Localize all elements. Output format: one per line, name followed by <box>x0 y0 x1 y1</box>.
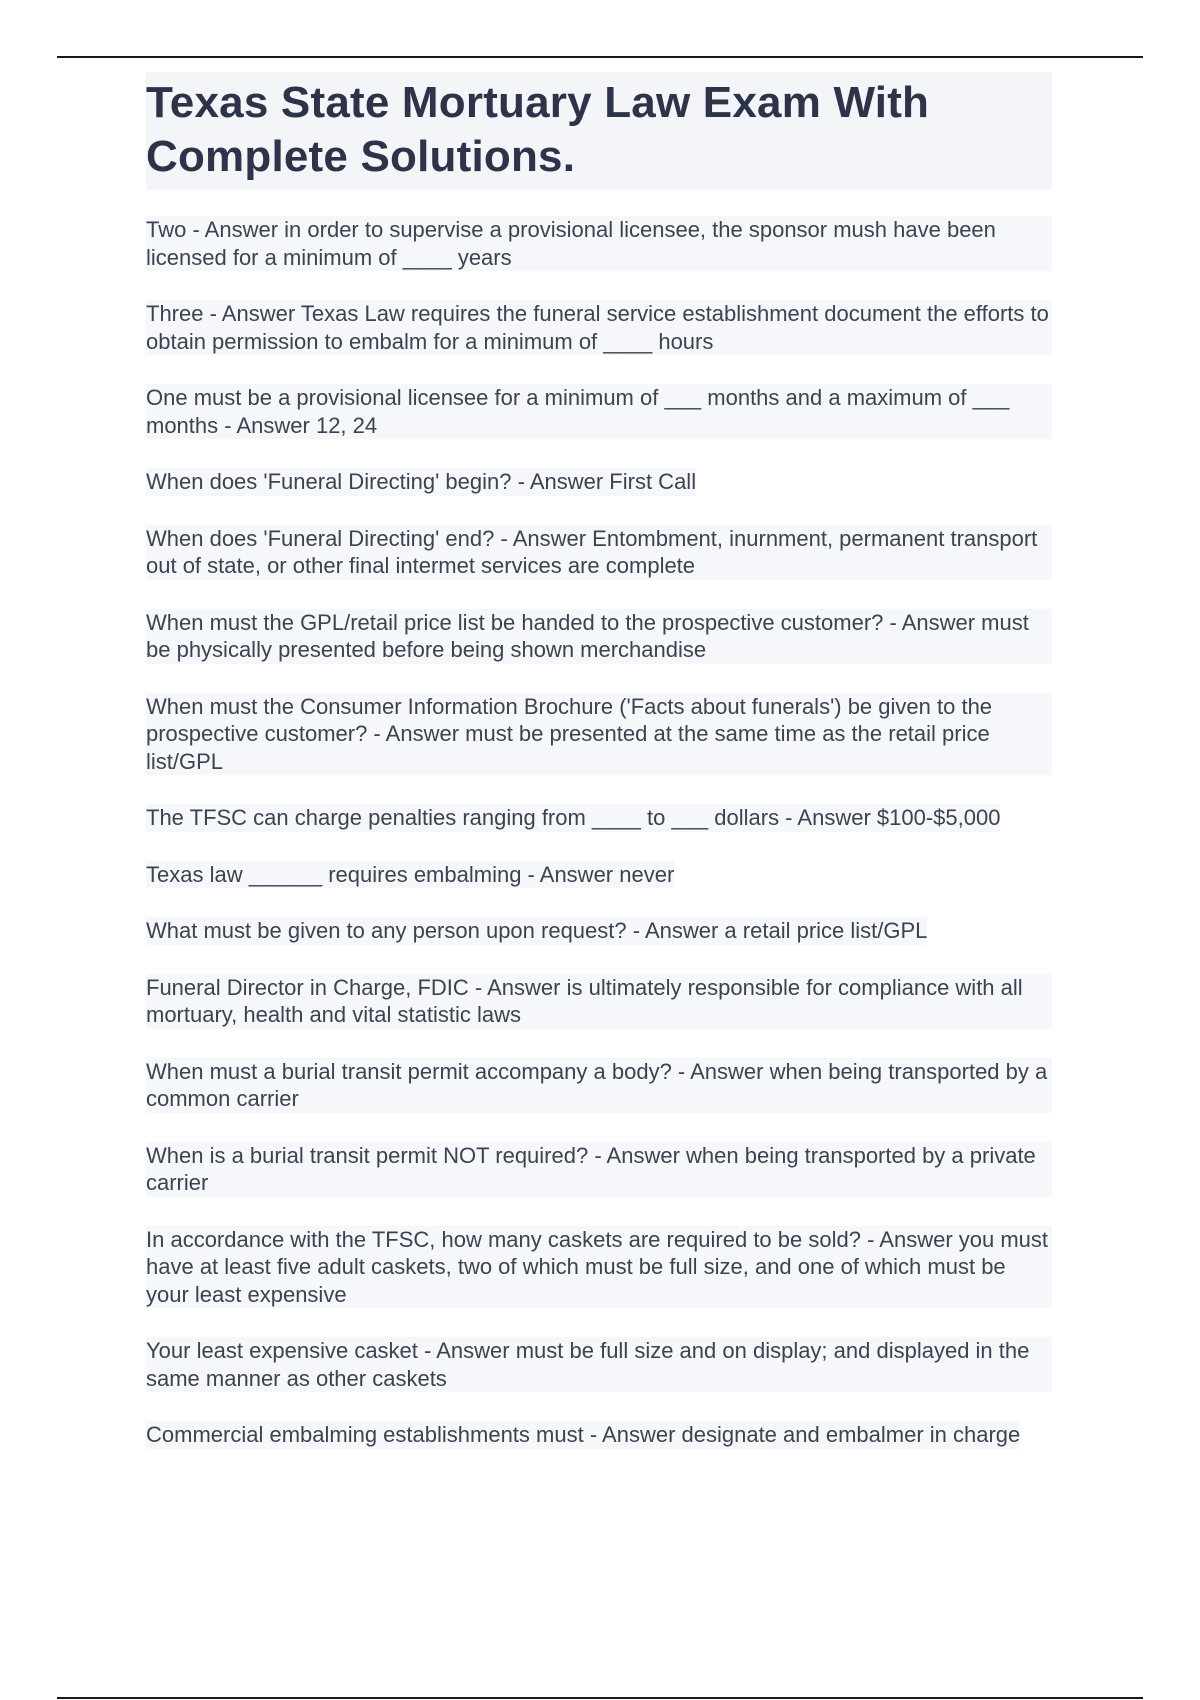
qa-item: Two - Answer in order to supervise a provisional licensee, the sponsor mush have been licensed for a minimum of ____ years <box>146 216 1052 271</box>
bottom-divider <box>57 1697 1143 1699</box>
top-divider <box>57 56 1143 58</box>
qa-item: When must a burial transit permit accompany a body? - Answer when being transported by a common carrier <box>146 1058 1052 1113</box>
qa-item: When does 'Funeral Directing' begin? - Answer First Call <box>146 469 697 494</box>
qa-item: Texas law ______ requires embalming - Answer never <box>146 861 675 887</box>
qa-item: When must the GPL/retail price list be handed to the prospective customer? - Answer must be physically presented before being shown merchandise <box>146 609 1052 664</box>
qa-item: The TFSC can charge penalties ranging from ____ to ___ dollars - Answer $100-$5,000 <box>146 805 1001 830</box>
qa-item: When is a burial transit permit NOT required? - Answer when being transported by a private carrier <box>146 1142 1052 1197</box>
qa-list <box>146 216 1052 1449</box>
qa-item: When must the Consumer Information Brochure ('Facts about funerals') be given to the prospective customer? - Answer must be presented at the same time as the retail price list/GPL <box>146 693 1052 776</box>
qa-item: When does 'Funeral Directing' end? - Answer Entombment, inurnment, permanent transport out of state, or other final intermet services are complete <box>146 525 1052 580</box>
document-title: Texas State Mortuary Law Exam With Complete Solutions. <box>146 78 930 181</box>
title-block <box>146 72 1052 190</box>
document-page <box>146 72 1052 1478</box>
qa-item: One must be a provisional licensee for a minimum of ___ months and a maximum of ___ months - Answer 12, 24 <box>146 384 1052 439</box>
qa-item: Your least expensive casket - Answer must be full size and on display; and displayed in the same manner as other caskets <box>146 1337 1052 1392</box>
qa-item: Commercial embalming establishments must - Answer designate and embalmer in charge <box>146 1422 1021 1447</box>
qa-item: In accordance with the TFSC, how many caskets are required to be sold? - Answer you must have at least five adult caskets, two of which must be full size, and one of which must be your least expensive <box>146 1226 1052 1309</box>
qa-item: Three - Answer Texas Law requires the funeral service establishment document the efforts to obtain permission to embalm for a minimum of ____ hours <box>146 300 1052 355</box>
qa-item: What must be given to any person upon request? - Answer a retail price list/GPL <box>146 918 928 943</box>
qa-item: Funeral Director in Charge, FDIC - Answer is ultimately responsible for compliance with all mortuary, health and vital statistic laws <box>146 974 1052 1029</box>
